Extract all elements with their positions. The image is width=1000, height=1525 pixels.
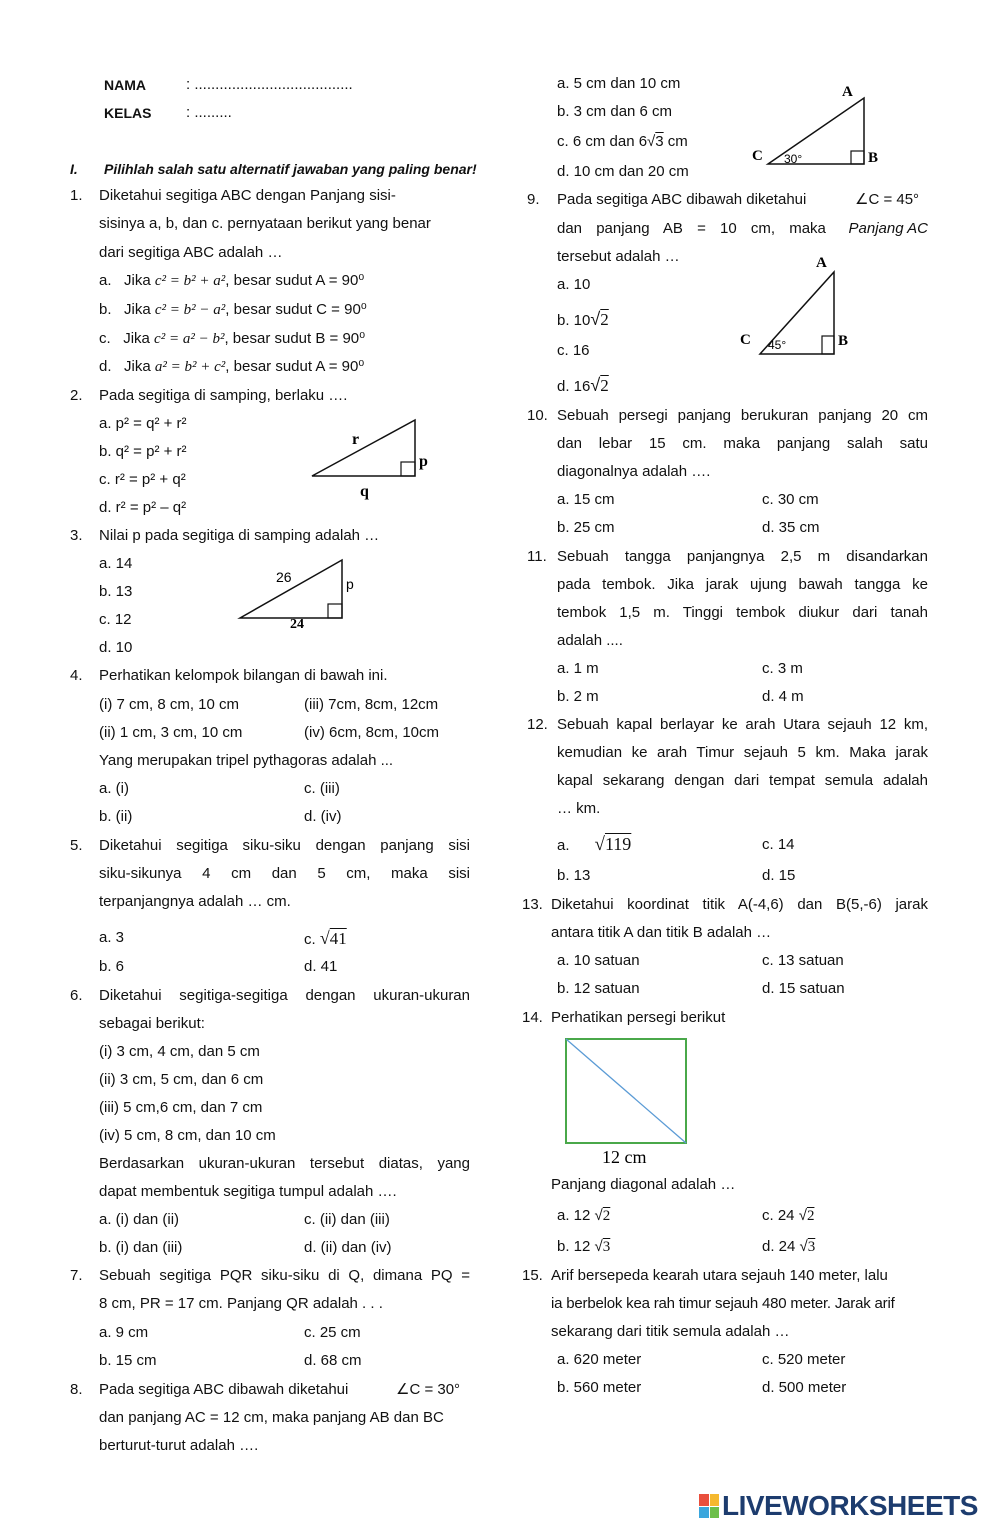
question-text: Panjang diagonal adalah … — [551, 1176, 736, 1193]
question-text: ia berbelok kea rah timur sejauh 480 meter. Jarak arif — [551, 1295, 895, 1312]
question-text: Perhatikan persegi berikut — [551, 1009, 726, 1026]
option-d[interactable]: d. 4 m — [762, 688, 804, 705]
question-number: 8. — [70, 1381, 83, 1398]
option-c[interactable] — [99, 330, 365, 348]
square-figure — [560, 1034, 700, 1174]
radicand: 3 — [655, 133, 664, 150]
question-text: terpanjangnya adalah … cm. — [99, 893, 291, 910]
sqrt-symbol: √ — [647, 133, 656, 150]
option-b[interactable]: b. q² = p² + r² — [99, 443, 187, 460]
option-d[interactable]: d. 41 — [304, 958, 338, 975]
question-text: dapat membentuk segitiga tumpul adalah …. — [99, 1183, 397, 1200]
label-B: B — [868, 150, 879, 166]
option-text: c. 6 cm dan 6 — [557, 133, 648, 150]
option-text: Jika — [124, 358, 151, 375]
question-number: 2. — [70, 387, 83, 404]
label-B: B — [838, 333, 849, 349]
option-text: d. 24 — [762, 1238, 796, 1255]
equation: c² = b² + a² — [154, 273, 226, 289]
option-a[interactable]: a. 9 cm — [99, 1324, 149, 1341]
triangle-45-figure — [738, 252, 868, 362]
label-angle: 30° — [784, 152, 803, 166]
option-d[interactable]: d. (iv) — [304, 808, 342, 825]
option-text: Jika — [124, 272, 151, 289]
option-c[interactable] — [762, 1207, 814, 1225]
option-c[interactable]: c. 30 cm — [762, 491, 819, 508]
option-b[interactable] — [557, 310, 609, 330]
radicand: 41 — [329, 929, 347, 948]
option-c[interactable]: c. 13 satuan — [762, 952, 844, 969]
kelas-field[interactable]: : ......... — [186, 104, 232, 121]
option-a[interactable] — [557, 835, 631, 855]
question-text: diagonalnya adalah …. — [557, 463, 711, 480]
nama-field[interactable]: : ...................................... — [186, 76, 353, 93]
option-a[interactable]: a. p² = q² + r² — [99, 415, 187, 432]
equation: a² = b² + c² — [154, 359, 226, 375]
option-b[interactable] — [99, 301, 367, 319]
option-a[interactable]: a. 14 — [99, 555, 133, 572]
question-number: 9. — [527, 191, 540, 208]
question-text: dari segitiga ABC adalah … — [99, 244, 283, 261]
question-number: 10. — [527, 407, 548, 424]
logo-grid-icon — [699, 1494, 719, 1518]
option-text: , besar sudut A = 90⁰ — [225, 358, 365, 375]
label-26: 26 — [276, 569, 292, 585]
option-d[interactable]: d. (ii) dan (iv) — [304, 1239, 392, 1256]
question-text: Berdasarkan ukuran-ukuran tersebut diatas, yang — [99, 1155, 470, 1172]
radicand: 3 — [602, 1239, 611, 1255]
radicand: 2 — [806, 1208, 815, 1224]
label-p: p — [346, 576, 354, 592]
equation: c² = b² − a² — [154, 302, 226, 318]
option-c[interactable]: c. 14 — [762, 836, 795, 853]
option-c[interactable]: c. 3 m — [762, 660, 803, 677]
option-b[interactable]: b. 25 cm — [557, 519, 615, 536]
sqrt-symbol: √ — [594, 834, 605, 855]
option-d[interactable]: d. 500 meter — [762, 1379, 847, 1396]
question-number: 1. — [70, 187, 83, 204]
angle-given: ∠C = 45° — [855, 191, 920, 208]
option-c[interactable]: c. 12 — [99, 611, 132, 628]
question-text: sekarang dari titik semula adalah … — [551, 1323, 790, 1340]
option-text: a. 12 — [557, 1207, 591, 1224]
option-a[interactable] — [557, 1207, 610, 1225]
option-b[interactable]: b. 13 — [99, 583, 133, 600]
question-text: Perhatikan kelompok bilangan di bawah ini. — [99, 667, 388, 684]
option-text: , besar sudut A = 90⁰ — [225, 272, 365, 289]
diagonal-line — [566, 1039, 686, 1143]
question-text: Sebuah persegi panjang berukuran panjang 20 cm — [557, 407, 928, 424]
question-number: 15. — [522, 1267, 543, 1284]
question-number: 5. — [70, 837, 83, 854]
question-text: sebagai berikut: — [99, 1015, 205, 1032]
section-number: I. — [70, 161, 78, 177]
side-label: 12 cm — [602, 1147, 647, 1167]
option-b[interactable]: b. 12 satuan — [557, 980, 640, 997]
item-iii: (iii) 5 cm,6 cm, dan 7 cm — [99, 1099, 263, 1116]
question-text: antara titik A dan titik B adalah … — [551, 924, 772, 941]
option-a[interactable]: a. 15 cm — [557, 491, 615, 508]
sqrt-symbol: √ — [594, 1238, 603, 1255]
question-number: 7. — [70, 1267, 83, 1284]
option-d[interactable]: d. 35 cm — [762, 519, 820, 536]
question-text — [557, 220, 928, 238]
option-letter: b. — [99, 301, 112, 318]
question-text: Diketahui segitiga ABC dengan Panjang sisi- — [99, 187, 396, 204]
question-text: siku-sikunya 4 cm dan 5 cm, maka sisi — [99, 865, 470, 882]
option-b[interactable]: b. 15 cm — [99, 1352, 157, 1369]
option-c[interactable] — [557, 133, 688, 151]
option-a[interactable]: a. 10 satuan — [557, 952, 640, 969]
option-c[interactable] — [304, 929, 347, 949]
question-number: 4. — [70, 667, 83, 684]
option-b[interactable] — [557, 1238, 610, 1256]
option-text: , besar sudut C = 90⁰ — [225, 301, 367, 318]
item-iii: (iii) 7cm, 8cm, 12cm — [304, 696, 439, 713]
brand-name: LIVEWORKSHEETS — [722, 1490, 978, 1521]
option-b[interactable]: b. 560 meter — [557, 1379, 642, 1396]
label-p: p — [419, 453, 428, 470]
question-text: Diketahui segitiga-segitiga dengan ukuran-ukuran — [99, 987, 470, 1004]
question-text: dan lebar 15 cm. maka panjang salah satu — [557, 435, 928, 452]
option-d[interactable]: d. 68 cm — [304, 1352, 362, 1369]
question-text: adalah .... — [557, 632, 623, 649]
question-text: Panjang AC — [848, 220, 928, 237]
option-c[interactable]: c. 25 cm — [304, 1324, 361, 1341]
option-b[interactable]: b. 2 m — [557, 688, 599, 705]
question-number: 12. — [527, 716, 548, 733]
label-C: C — [740, 332, 751, 348]
option-d[interactable]: d. 10 cm dan 20 cm — [557, 163, 689, 180]
question-text: Yang merupakan tripel pythagoras adalah ... — [99, 752, 394, 769]
question-text: Diketahui segitiga siku-siku dengan panjang sisi — [99, 837, 470, 854]
question-text: 8 cm, PR = 17 cm. Panjang QR adalah . . . — [99, 1295, 383, 1312]
item-iv: (iv) 6cm, 8cm, 10cm — [304, 724, 440, 741]
item-ii: (ii) 1 cm, 3 cm, 10 cm — [99, 724, 243, 741]
option-text: d. 16 — [557, 378, 591, 395]
label-angle: 45° — [768, 338, 787, 352]
option-b[interactable]: b. (ii) — [99, 808, 133, 825]
label-C: C — [752, 148, 763, 164]
option-letter: c. — [304, 931, 316, 948]
item-i: (i) 3 cm, 4 cm, dan 5 cm — [99, 1043, 260, 1060]
question-text: … km. — [557, 800, 601, 817]
angle-given: ∠C = 30° — [396, 1381, 461, 1398]
question-text: Pada segitiga di samping, berlaku …. — [99, 387, 348, 404]
option-a[interactable] — [99, 272, 364, 290]
question-number: 11. — [527, 548, 547, 565]
question-text: dan panjang AB = 10 cm, maka — [557, 220, 826, 237]
question-text: Arif bersepeda kearah utara sejauh 140 meter, lalu — [551, 1267, 888, 1284]
question-text: Pada segitiga ABC dibawah diketahui — [557, 191, 807, 208]
option-c[interactable]: c. (iii) — [304, 780, 340, 797]
option-letter: d. — [99, 358, 112, 375]
option-b[interactable]: b. 6 — [99, 958, 125, 975]
option-d[interactable] — [762, 1238, 815, 1256]
option-c[interactable]: c. (ii) dan (iii) — [304, 1211, 390, 1228]
question-text: Pada segitiga ABC dibawah diketahui — [99, 1381, 349, 1398]
option-c[interactable]: c. r² = p² + q² — [99, 471, 186, 488]
option-text: c. 24 — [762, 1207, 795, 1224]
sqrt-symbol: √ — [798, 1207, 807, 1224]
question-text: Nilai p pada segitiga di samping adalah … — [99, 527, 380, 544]
question-text: berturut-turut adalah …. — [99, 1437, 259, 1454]
radicand: 3 — [807, 1239, 816, 1255]
option-text: Jika — [124, 301, 151, 318]
option-d[interactable] — [99, 358, 364, 376]
question-text: Sebuah kapal berlayar ke arah Utara sejauh 12 km, — [557, 716, 928, 733]
option-a[interactable]: a. 5 cm dan 10 cm — [557, 75, 681, 92]
label-A: A — [842, 84, 853, 100]
question-number: 14. — [522, 1009, 543, 1026]
label-r: r — [352, 431, 360, 448]
question-text: kapal sekarang dengan dari tempat semula adalah — [557, 772, 928, 789]
sqrt-symbol: √ — [590, 375, 601, 395]
item-iv: (iv) 5 cm, 8 cm, dan 10 cm — [99, 1127, 276, 1144]
label-24: 24 — [290, 617, 304, 632]
kelas-label: KELAS — [104, 105, 152, 121]
equation: c² = a² − b² — [154, 331, 225, 347]
option-text: cm — [663, 133, 688, 150]
option-letter: a. — [557, 837, 570, 854]
option-b[interactable]: b. 3 cm dan 6 cm — [557, 103, 673, 120]
item-i: (i) 7 cm, 8 cm, 10 cm — [99, 696, 240, 713]
option-d[interactable]: d. 15 satuan — [762, 980, 845, 997]
option-letter: a. — [99, 272, 112, 289]
sqrt-symbol: √ — [799, 1238, 808, 1255]
question-text: kemudian ke arah Timur sejauh 5 km. Maka jarak — [557, 744, 928, 761]
option-a[interactable]: a. 3 — [99, 929, 125, 946]
radicand: 2 — [600, 376, 609, 395]
sqrt-symbol: √ — [590, 309, 601, 329]
nama-label: NAMA — [104, 77, 146, 93]
radicand: 2 — [600, 310, 609, 329]
question-text: dan panjang AC = 12 cm, maka panjang AB dan BC — [99, 1409, 444, 1426]
question-text: Diketahui koordinat titik A(-4,6) dan B(5,-6) jarak — [551, 896, 928, 913]
option-a[interactable]: a. 1 m — [557, 660, 599, 677]
option-text: b. 12 — [557, 1238, 591, 1255]
question-text: Sebuah segitiga PQR siku-siku di Q, dimana PQ = — [99, 1267, 470, 1284]
question-text: tersebut adalah … — [557, 248, 680, 265]
question-number: 6. — [70, 987, 83, 1004]
option-text: , besar sudut B = 90⁰ — [224, 330, 366, 347]
triangle-26-24-figure — [230, 552, 370, 632]
option-a[interactable]: a. (i) dan (ii) — [99, 1211, 180, 1228]
question-text: tembok 1,5 m. Tinggi tembok diukur dari tanah — [557, 604, 928, 621]
sqrt-symbol: √ — [594, 1207, 603, 1224]
option-text: b. 10 — [557, 312, 591, 329]
question-number: 13. — [522, 896, 543, 913]
item-ii: (ii) 3 cm, 5 cm, dan 6 cm — [99, 1071, 264, 1088]
option-d[interactable] — [557, 376, 609, 396]
option-d[interactable]: d. 15 — [762, 867, 796, 884]
triangle-30-figure — [750, 80, 890, 170]
radicand: 119 — [604, 834, 632, 854]
option-a[interactable]: a. 620 meter — [557, 1351, 642, 1368]
liveworksheets-logo[interactable] — [699, 1491, 978, 1521]
option-a[interactable]: a. 10 — [557, 276, 591, 293]
label-A: A — [816, 255, 827, 271]
option-b[interactable]: b. 13 — [557, 867, 591, 884]
question-text: Sebuah tangga panjangnya 2,5 m disandarkan — [557, 548, 928, 565]
radicand: 2 — [602, 1208, 611, 1224]
option-c[interactable]: c. 16 — [557, 342, 590, 359]
question-number: 3. — [70, 527, 83, 544]
question-text: sisinya a, b, dan c. pernyataan berikut yang benar — [99, 215, 431, 232]
option-b[interactable]: b. (i) dan (iii) — [99, 1239, 183, 1256]
question-text: pada tembok. Jika jarak ujung bawah tangga ke — [557, 576, 928, 593]
option-c[interactable]: c. 520 meter — [762, 1351, 846, 1368]
option-text: Jika — [123, 330, 150, 347]
option-a[interactable]: a. (i) — [99, 780, 129, 797]
section-instruction: Pilihlah salah satu alternatif jawaban yang paling benar! — [104, 161, 477, 177]
option-d[interactable]: d. r² = p² – q² — [99, 499, 187, 516]
triangle-pqr-figure — [300, 410, 440, 500]
sqrt-symbol: √ — [319, 928, 330, 948]
option-d[interactable]: d. 10 — [99, 639, 133, 656]
label-q: q — [360, 483, 369, 500]
option-letter: c. — [99, 330, 111, 347]
